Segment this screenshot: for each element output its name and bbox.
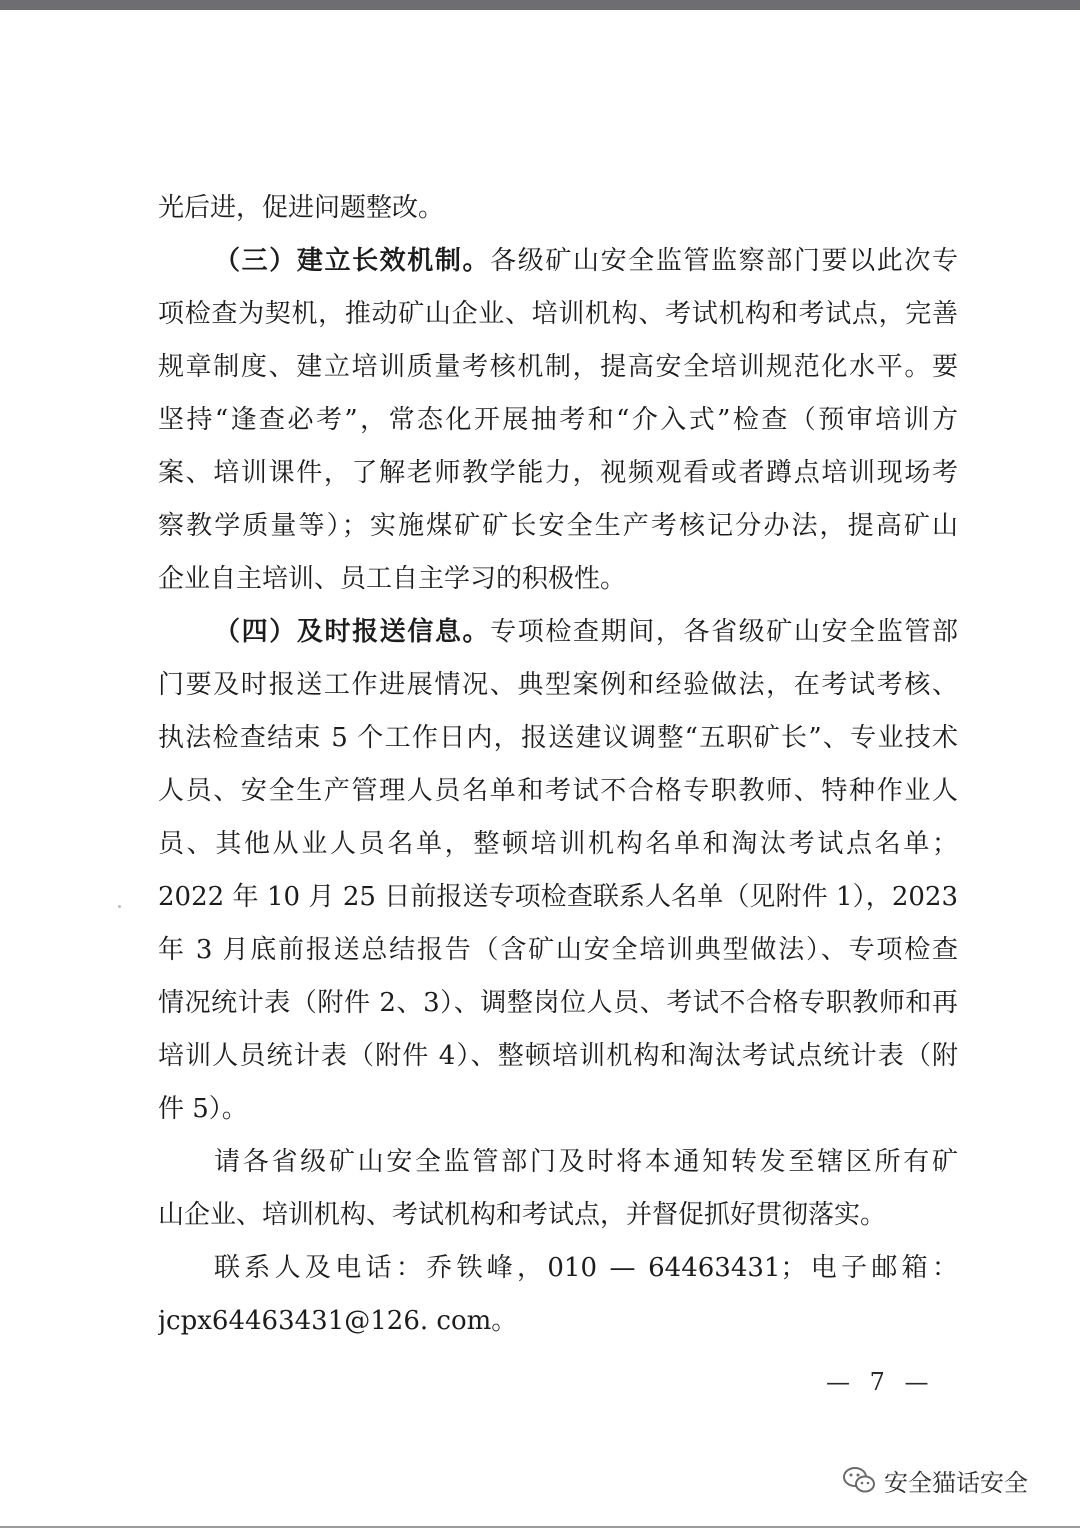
paragraph-line: 请各省级矿山安全监管部门及时将本通知转发至辖区所有矿	[214, 1147, 958, 1177]
paragraph-line: 坚持“逢查必考”，常态化开展抽考和“介入式”检查（预审培训方	[158, 405, 958, 435]
paragraph-line	[158, 606, 958, 659]
paragraph-line: 项检查为契机，推动矿山企业、培训机构、考试机构和考试点，完善	[158, 299, 958, 329]
section-heading: （三）建立长效机制。	[214, 246, 491, 276]
paragraph-line: 人员、安全生产管理人员名单和考试不合格专职教师、特种作业人	[158, 776, 958, 806]
paragraph-text: 专项检查期间，各省级矿山安全监管部	[490, 617, 958, 647]
paragraph-line: 企业自主培训、员工自主学习的积极性。	[158, 564, 627, 594]
top-scan-bar	[0, 0, 1080, 10]
paragraph-line: 山企业、培训机构、考试机构和考试点，并督促抓好贯彻落实。	[158, 1200, 887, 1230]
paragraph-line: 规章制度、建立培训质量考核机制，提高安全培训规范化水平。要	[158, 352, 958, 382]
paragraph-line: 情况统计表（附件 2、3）、调整岗位人员、考试不合格专职教师和再	[158, 988, 958, 1018]
paragraph-line: 员、其他从业人员名单，整顿培训机构名单和淘汰考试点名单；	[158, 829, 958, 859]
document-body	[158, 182, 958, 1348]
paragraph-line: 察教学质量等）；实施煤矿矿长安全生产考核记分办法，提高矿山	[158, 511, 958, 541]
wechat-icon	[842, 1465, 876, 1495]
paragraph-line: 执法检查结束 5 个工作日内，报送建议调整“五职矿长”、专业技术	[158, 723, 958, 753]
paragraph-text: 各级矿山安全监管监察部门要以此次专	[490, 246, 958, 276]
paragraph-line	[158, 235, 958, 288]
contact-line: 联系人及电话：乔铁峰，010 — 64463431；电子邮箱：	[214, 1253, 958, 1283]
paragraph-line: 门要及时报送工作进展情况、典型案例和经验做法，在考试考核、	[158, 670, 958, 700]
paragraph-line: 案、培训课件，了解老师教学能力，视频观看或者蹲点培训现场考	[158, 458, 958, 488]
section-heading: （四）及时报送信息。	[214, 617, 491, 647]
contact-email-line: jcpx64463431@126. com。	[158, 1306, 518, 1336]
paragraph-line: 件 5）。	[158, 1094, 248, 1124]
paragraph-line: 2022 年 10 月 25 日前报送专项检查联系人名单（见附件 1），2023	[158, 882, 958, 912]
paragraph-line: 年 3 月底前报送总结报告（含矿山安全培训典型做法）、专项检查	[158, 935, 958, 965]
paragraph-line: 光后进，促进问题整改。	[158, 193, 445, 223]
paragraph-line: 培训人员统计表（附件 4）、整顿培训机构和淘汰考试点统计表（附	[158, 1041, 958, 1071]
page-number: — 7 —	[826, 1368, 935, 1396]
scan-artifact	[118, 905, 121, 908]
watermark	[842, 1460, 1052, 1500]
watermark-text: 安全猫话安全	[884, 1468, 1028, 1497]
